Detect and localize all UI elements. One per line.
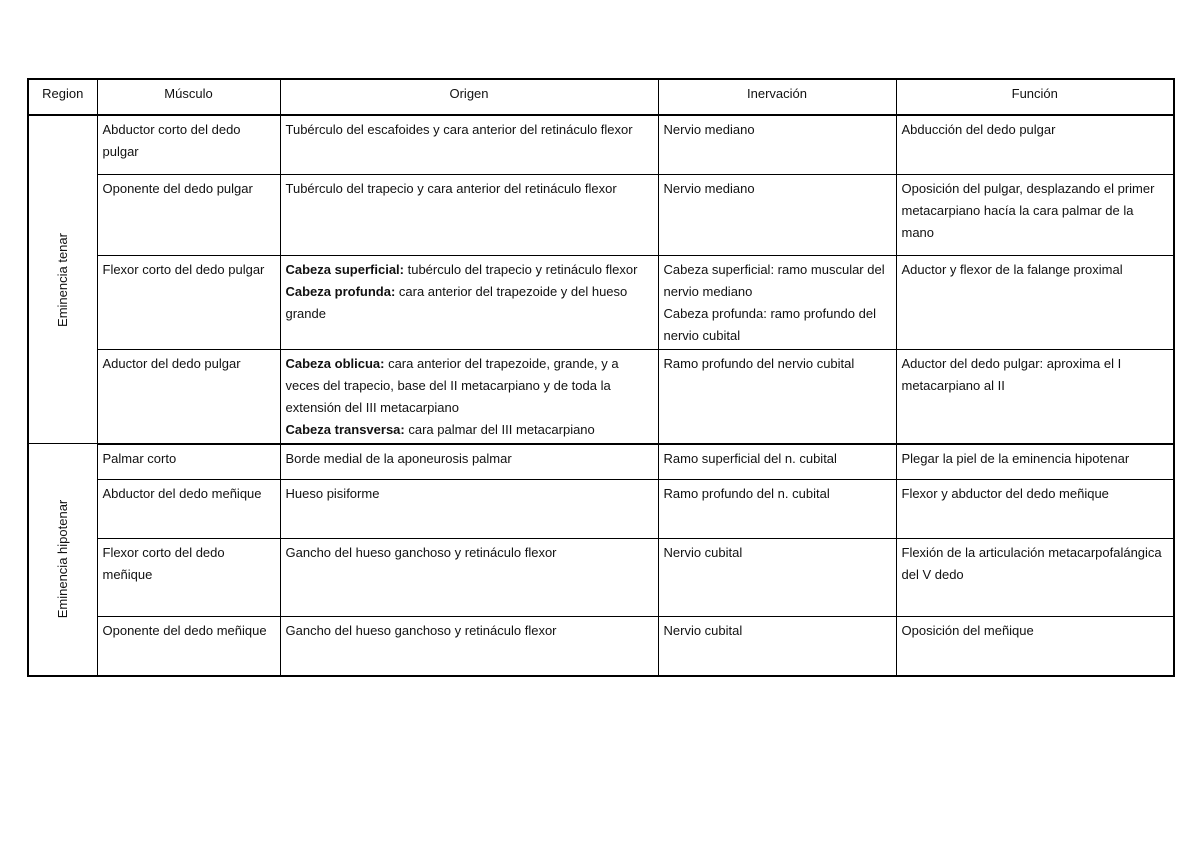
origin-label: Cabeza oblicua: <box>285 355 385 371</box>
origin-cell <box>280 480 658 539</box>
header-row <box>28 79 1174 115</box>
region-label: Eminencia tenar <box>54 232 70 327</box>
table-row <box>28 480 1174 539</box>
function-cell: Abducción del dedo pulgar <box>896 115 1174 174</box>
innervation-cell <box>658 480 896 539</box>
region-label: Eminencia hipotenar <box>54 499 70 619</box>
header-function: Función <box>896 79 1174 115</box>
origin-text: Borde medial de la aponeurosis palmar <box>285 450 512 466</box>
origin-text: Tubérculo del trapecio y cara anterior del retináculo flexor <box>285 180 617 196</box>
origin-cell <box>280 255 658 349</box>
function-cell: Flexor y abductor del dedo meñique <box>896 480 1174 539</box>
origin-cell <box>280 174 658 255</box>
innervation-text: Ramo superficial del n. cubital <box>663 450 837 466</box>
origin-label: Cabeza transversa: <box>285 421 405 437</box>
muscle-cell: Palmar corto <box>97 444 280 480</box>
innervation-text: Cabeza superficial: ramo muscular del nervio mediano <box>663 261 885 299</box>
origin-entry <box>286 281 653 325</box>
region-cell-hipotenar <box>28 444 97 676</box>
header-innervation: Inervación <box>658 79 896 115</box>
muscle-cell: Aductor del dedo pulgar <box>97 349 280 444</box>
header-region: Region <box>28 79 97 115</box>
origin-text: Hueso pisiforme <box>285 486 380 501</box>
region-cell-tenar <box>28 115 97 444</box>
table-row <box>28 444 1174 480</box>
header-muscle: Músculo <box>97 79 280 115</box>
origin-text: Tubérculo del escafoides y cara anterior del retináculo flexor <box>285 122 633 137</box>
origin-text: cara anterior del trapezoide y del hueso grande <box>285 283 628 321</box>
muscle-cell: Oponente del dedo pulgar <box>97 174 280 255</box>
table-row <box>28 539 1174 617</box>
origin-entry <box>286 259 653 281</box>
function-cell: Plegar la piel de la eminencia hipotenar <box>896 444 1174 480</box>
table-row <box>28 255 1174 349</box>
function-cell: Aductor y flexor de la falange proximal <box>896 255 1174 349</box>
innervation-text: Nervio mediano <box>663 122 755 137</box>
table-row <box>28 617 1174 676</box>
origin-label: Cabeza superficial: <box>285 261 404 277</box>
origin-text: Gancho del hueso ganchoso y retináculo flexor <box>285 545 557 560</box>
innervation-text: Ramo profundo del nervio cubital <box>663 355 855 371</box>
innervation-text: Nervio cubital <box>663 623 743 638</box>
function-cell: Aductor del dedo pulgar: aproxima el I metacarpiano al II <box>896 349 1174 444</box>
muscle-table <box>27 78 1175 677</box>
innervation-cell <box>658 349 896 444</box>
innervation-cell <box>658 174 896 255</box>
table-row <box>28 174 1174 255</box>
muscle-cell: Flexor corto del dedo pulgar <box>97 255 280 349</box>
origin-entry <box>286 353 653 419</box>
innervation-cell <box>658 539 896 617</box>
origin-text: Gancho del hueso ganchoso y retináculo flexor <box>285 623 557 638</box>
muscle-cell: Abductor corto del dedo pulgar <box>97 115 280 174</box>
innervation-text: Nervio cubital <box>663 545 743 560</box>
origin-cell <box>280 539 658 617</box>
innervation-text: Nervio mediano <box>663 180 755 196</box>
function-cell: Oposición del meñique <box>896 617 1174 676</box>
header-origin: Origen <box>280 79 658 115</box>
innervation-cell <box>658 444 896 480</box>
function-cell: Flexión de la articulación metacarpofalángica del V dedo <box>896 539 1174 617</box>
origin-text: cara palmar del III metacarpiano <box>404 421 595 437</box>
origin-cell <box>280 115 658 174</box>
origin-cell <box>280 617 658 676</box>
origin-entry <box>286 419 653 441</box>
function-cell: Oposición del pulgar, desplazando el primer metacarpiano hacía la cara palmar de la mano <box>896 174 1174 255</box>
innervation-text: Ramo profundo del n. cubital <box>663 486 830 501</box>
muscle-cell: Abductor del dedo meñique <box>97 480 280 539</box>
origin-text: tubérculo del trapecio y retináculo flexor <box>404 261 638 277</box>
origin-text: cara anterior del trapezoide, grande, y a veces del trapecio, base del II metacarpiano y de toda la extensión del III metacarpiano <box>285 355 619 415</box>
innervation-text: Cabeza profunda: ramo profundo del nervio cubital <box>663 305 876 343</box>
innervation-cell <box>658 255 896 349</box>
table-row <box>28 349 1174 444</box>
muscle-cell: Oponente del dedo meñique <box>97 617 280 676</box>
muscle-cell: Flexor corto del dedo meñique <box>97 539 280 617</box>
origin-cell <box>280 349 658 444</box>
table-row <box>28 115 1174 174</box>
innervation-cell <box>658 115 896 174</box>
origin-label: Cabeza profunda: <box>285 283 396 299</box>
origin-cell <box>280 444 658 480</box>
innervation-cell <box>658 617 896 676</box>
